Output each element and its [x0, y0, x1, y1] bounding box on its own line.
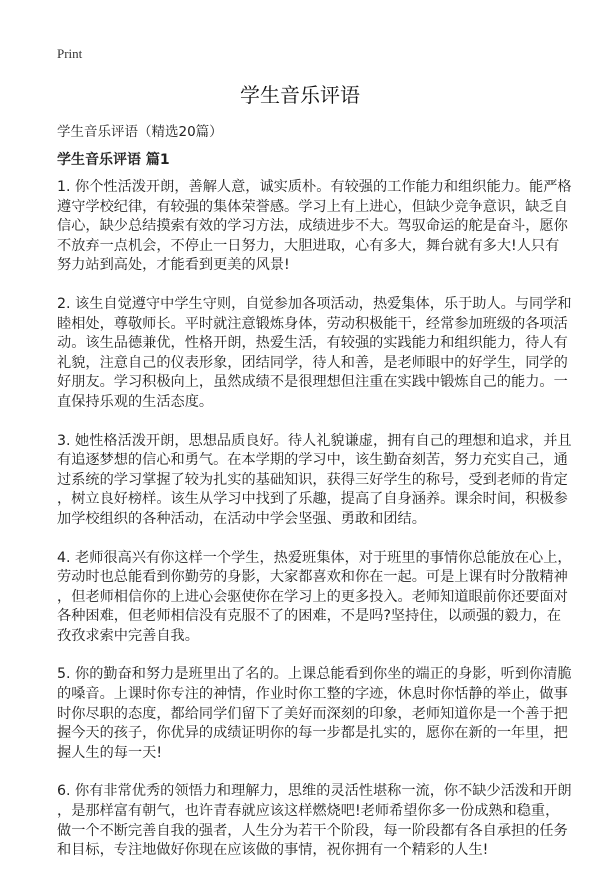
text-line: 过系统的学习掌握了较为扎实的基础知识，获得三好学生的称号，受到老师的肯定 [57, 471, 568, 488]
text-line: 时你尽职的态度，都给同学们留下了美好而深刻的印象，老师知道你是一个善于把 [57, 705, 568, 722]
text-line: 加学校组织的各种活动，在活动中学会坚强、勇敢和团结。 [57, 510, 426, 527]
text-line: 信心，缺少总结摸索有效的学习方法，成绩进步不大。驾驭命运的舵是奋斗，愿你 [57, 218, 568, 235]
text-line: 的嗓音。上课时你专注的神情，作业时你工整的字迹，休息时你恬静的举止，做事 [57, 686, 568, 703]
text-line: 努力站到高处，才能看到更美的风景! [57, 257, 290, 274]
print-link[interactable]: Print [57, 46, 83, 61]
article-body [57, 178, 572, 880]
text-line: 6. 你有非常优秀的领悟力和理解力，思维的灵活性堪称一流，你不缺少活泼和开朗 [57, 783, 572, 800]
paragraph-3 [57, 432, 572, 530]
text-line: 动。该生品德兼优，性格开朗，热爱生活，有较强的实践能力和组织能力，待人有 [57, 335, 568, 352]
text-line: 1. 你个性活泼开朗，善解人意，诚实质朴。有较强的工作能力和组织能力。能严格 [57, 179, 572, 195]
subtitle: 学生音乐评语（精选20篇） [57, 124, 223, 140]
text-line: 2. 该生自觉遵守中学生守则，自觉参加各项活动，热爱集体，乐于助人。与同学和 [57, 295, 572, 312]
text-line: 3. 她性格活泼开朗，思想品质良好。待人礼貌谦虚，拥有自己的理想和追求，并且 [57, 432, 572, 449]
text-line: ，但老师相信你的上进心会驱使你在学习上的更多投入。老师知道眼前你还要面对 [57, 588, 568, 605]
text-line: 各种困难，但老师相信没有克服不了的困难，不是吗?坚持住，以顽强的毅力，在 [57, 608, 562, 625]
text-line: 做一个不断完善自我的强者，人生分为若干个阶段，每一阶段都有各自承担的任务 [57, 822, 568, 839]
paragraph-6 [57, 782, 572, 860]
text-line: ，是那样富有朝气，也许青春就应该这样燃烧吧!老师希望你多一份成熟和稳重， [57, 803, 560, 820]
paragraph-5 [57, 665, 572, 763]
text-line: 4. 老师很高兴有你这样一个学生，热爱班集体，对于班里的事情你总能放在心上， [57, 549, 572, 566]
text-line: 有追逐梦想的信心和勇气。在本学期的学习中，该生勤奋刻苦，努力充实自己，通 [57, 452, 568, 469]
text-line: 和目标，专注地做好你现在应该做的事情，祝你拥有一个精彩的人生! [57, 842, 489, 859]
paragraph-4 [57, 549, 572, 647]
text-line: 遵守学校纪律，有较强的集体荣誉感。学习上有上进心，但缺少竞争意识，缺乏自 [57, 198, 568, 215]
text-line: 直保持乐观的生活态度。 [57, 393, 214, 410]
text-line: ，树立良好榜样。该生从学习中找到了乐趣，提高了自身涵养。课余时间，积极参 [57, 491, 568, 508]
text-line: 好朋友。学习积极向上，虽然成绩不是很理想但注重在实践中锻炼自己的能力。一 [57, 374, 568, 391]
text-line: 握人生的每一天! [57, 744, 163, 761]
section-heading: 学生音乐评语 篇1 [57, 152, 170, 168]
text-line: 礼貌，注意自己的仪表形象，团结同学，待人和善，是老师眼中的好学生，同学的 [57, 354, 568, 371]
page-title: 学生音乐评语 [240, 83, 360, 107]
paragraph-1 [57, 178, 572, 276]
text-line: 不放弃一点机会，不停止一日努力，大胆进取，心有多大，舞台就有多大!人只有 [57, 237, 560, 254]
text-line: 5. 你的勤奋和努力是班里出了名的。上课总能看到你坐的端正的身影，听到你清脆 [57, 666, 572, 683]
text-line: 握今天的孩子，你优异的成绩证明你的每一步都是扎实的，愿你在新的一年里，把 [57, 725, 568, 742]
text-line: 劳动时也总能看到你勤劳的身影，大家都喜欢和你在一起。可是上课有时分散精神 [57, 569, 568, 586]
paragraph-2 [57, 295, 572, 413]
text-line: 睦相处，尊敬师长。平时就注意锻炼身体，劳动积极能干，经常参加班级的各项活 [57, 315, 568, 332]
text-line: 孜孜求索中完善自我。 [57, 627, 199, 644]
